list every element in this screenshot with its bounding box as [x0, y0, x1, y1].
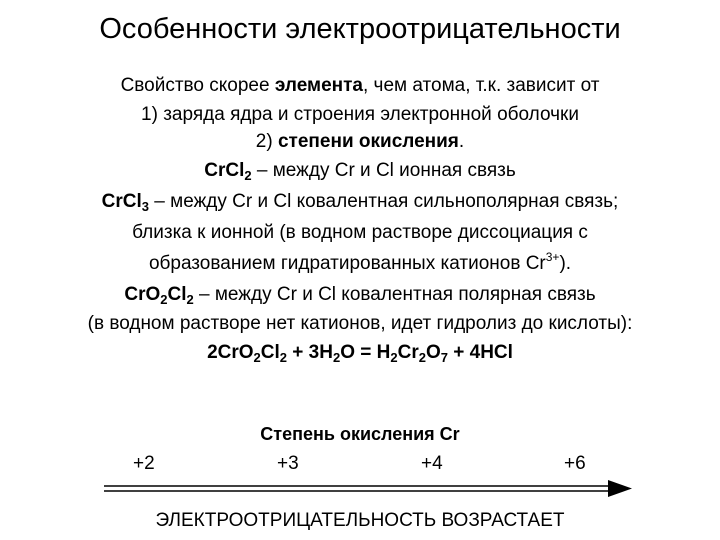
oxidation-tick-2: +2 [133, 453, 155, 474]
hydrolysis-equation: $2CrO_2Cl_2 + 3H_2O = H_2Cr_2O_7 + 4HCl$ [207, 342, 513, 365]
oxidation-state-title: Степень окисления Cr [260, 424, 460, 444]
oxidation-tick-4: +4 [421, 453, 443, 474]
crcl2-formula: CrCl$_2$ [204, 160, 252, 183]
oxidation-tick-6: +6 [564, 453, 586, 474]
content-block [0, 70, 720, 368]
crcl3-formula: CrCl$_3$ [101, 191, 150, 214]
increase-arrow [104, 478, 634, 502]
crcl3-line-3: образованием гидратированных катионов $Cr^{3+}$). [148, 250, 572, 274]
electronegativity-caption: ЭЛЕКТРООТРИЦАТЕЛЬНОСТЬ ВОЗРАСТАЕТ [155, 510, 565, 531]
intro-line-1: Свойство скорее элемента, чем атома, т.к. зависит от [120, 75, 600, 96]
oxidation-tick-3: +3 [277, 453, 299, 474]
page-title: Особенности электроотрицательности [99, 13, 621, 45]
crcl3-line-1: CrCl$_3$ – между Cr и Cl ковалентная сильнополярная связь; [101, 191, 619, 214]
crcl2-line: CrCl$_2$ – между Cr и Cl ионная связь [204, 160, 516, 183]
intro-line-3: 2) степени окисления. [255, 131, 465, 152]
cro2cl2-formula: $CrO_2Cl_2$ [124, 284, 194, 307]
cro2cl2-line-1: $CrO_2Cl_2$ – между Cr и Cl ковалентная полярная связь [124, 284, 596, 307]
crcl3-line-2: близка к ионной (в водном растворе диссоциация с [132, 222, 588, 243]
cro2cl2-line-2: (в водном растворе нет катионов, идет гидролиз до кислоты): [87, 313, 633, 334]
intro-line-2: 1) заряда ядра и строения электронной оболочки [141, 104, 579, 125]
